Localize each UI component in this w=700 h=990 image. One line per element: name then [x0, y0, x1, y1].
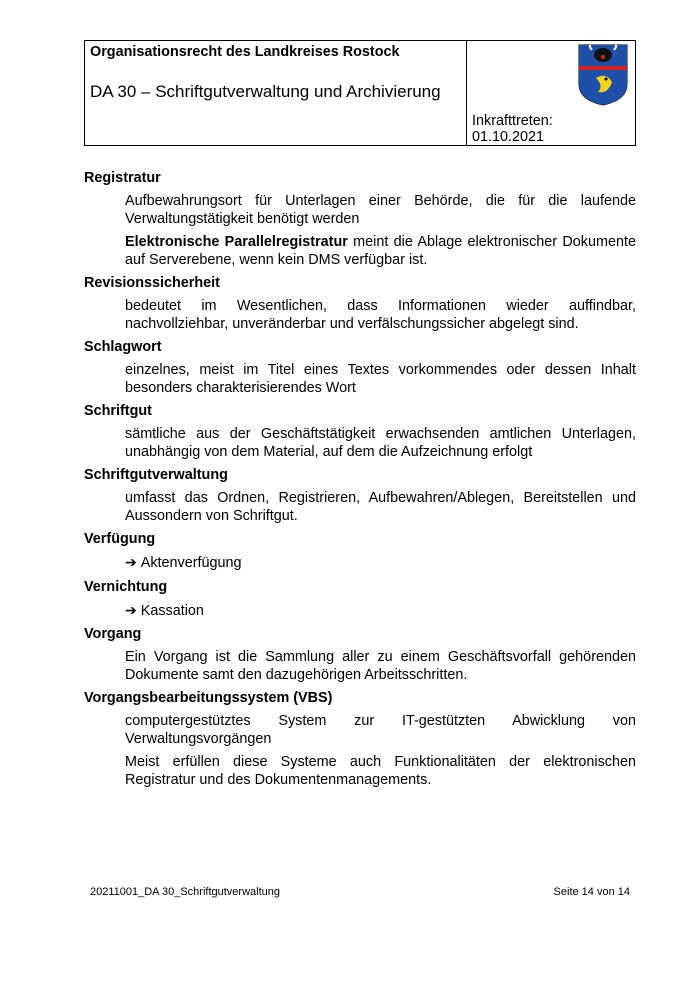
arrow-right-icon: ➔ — [125, 554, 137, 570]
org-title: Organisationsrecht des Landkreises Rostock — [90, 44, 400, 60]
header-meta-cell — [467, 41, 635, 145]
effective-label: Inkrafttreten: — [472, 113, 553, 129]
term-vernichtung: Vernichtung — [84, 578, 168, 595]
term-verfuegung: Verfügung — [84, 531, 156, 547]
term-registratur: Registratur — [84, 170, 161, 186]
definition-rest: meint die Ablage elektronischer Dokumente auf Serverebene, wenn kein DMS verfügbar ist. — [125, 234, 636, 268]
document-header — [84, 40, 636, 146]
effective-date: 01.10.2021 — [472, 129, 545, 145]
effective-date-block — [472, 113, 553, 145]
definition: einzelnes, meist im Titel eines Textes vorkommendes oder dessen Inhalt besonders charakterisierendes Wort — [125, 362, 636, 396]
term-vbs: Vorgangsbearbeitungssystem (VBS) — [84, 690, 333, 706]
reference-target: Kassation — [140, 602, 204, 619]
definition: umfasst das Ordnen, Registrieren, Aufbewahren/Ablegen, Bereitstellen und Aussondern von Schriftgut. — [125, 490, 636, 524]
glossary-content — [84, 170, 636, 795]
coat-of-arms-icon — [578, 44, 628, 106]
arrow-right-icon: ➔ — [125, 601, 137, 618]
footer-filename: 20211001_DA 30_Schriftgutverwaltung — [90, 886, 280, 898]
definition — [125, 234, 636, 269]
definition-bold-term: Elektronische Parallelregistratur — [125, 234, 348, 250]
definition: computergestütztes System zur IT-gestützten Abwicklung von Verwaltungsvorgängen — [125, 713, 636, 747]
definition: bedeutet im Wesentlichen, dass Informationen wieder auffindbar, nachvollziehbar, unveränderbar und verfälschungssicher abgelegt sind. — [125, 298, 636, 332]
term-schriftgutverwaltung: Schriftgutverwaltung — [84, 467, 228, 483]
definition: Aufbewahrungsort für Unterlagen einer Behörde, die für die laufende Verwaltungstätigkeit benötigt werden — [125, 193, 636, 227]
cross-reference — [125, 554, 636, 573]
term-revisionssicherheit: Revisionssicherheit — [84, 275, 220, 291]
term-schlagwort: Schlagwort — [84, 339, 162, 355]
definition: Ein Vorgang ist die Sammlung aller zu einem Geschäftsvorfall gehörenden Dokumente samt den dazugehörigen Arbeitsschritten. — [125, 649, 636, 683]
term-schriftgut: Schriftgut — [84, 403, 152, 419]
header-title-cell — [85, 41, 467, 145]
footer-page-number: Seite 14 von 14 — [553, 886, 630, 898]
definition: sämtliche aus der Geschäftstätigkeit erwachsenden amtlichen Unterlagen, unabhängig von dem Material, auf dem die Aufzeichnung erfolgt — [125, 426, 636, 460]
definition: Meist erfüllen diese Systeme auch Funktionalitäten der elektronischen Registratur und des Dokumentenmanagements. — [125, 754, 636, 788]
term-vorgang: Vorgang — [84, 626, 142, 642]
cross-reference — [125, 602, 636, 621]
reference-target: Aktenverfügung — [140, 555, 242, 571]
doc-title: DA 30 – Schriftgutverwaltung und Archivierung — [90, 82, 441, 101]
